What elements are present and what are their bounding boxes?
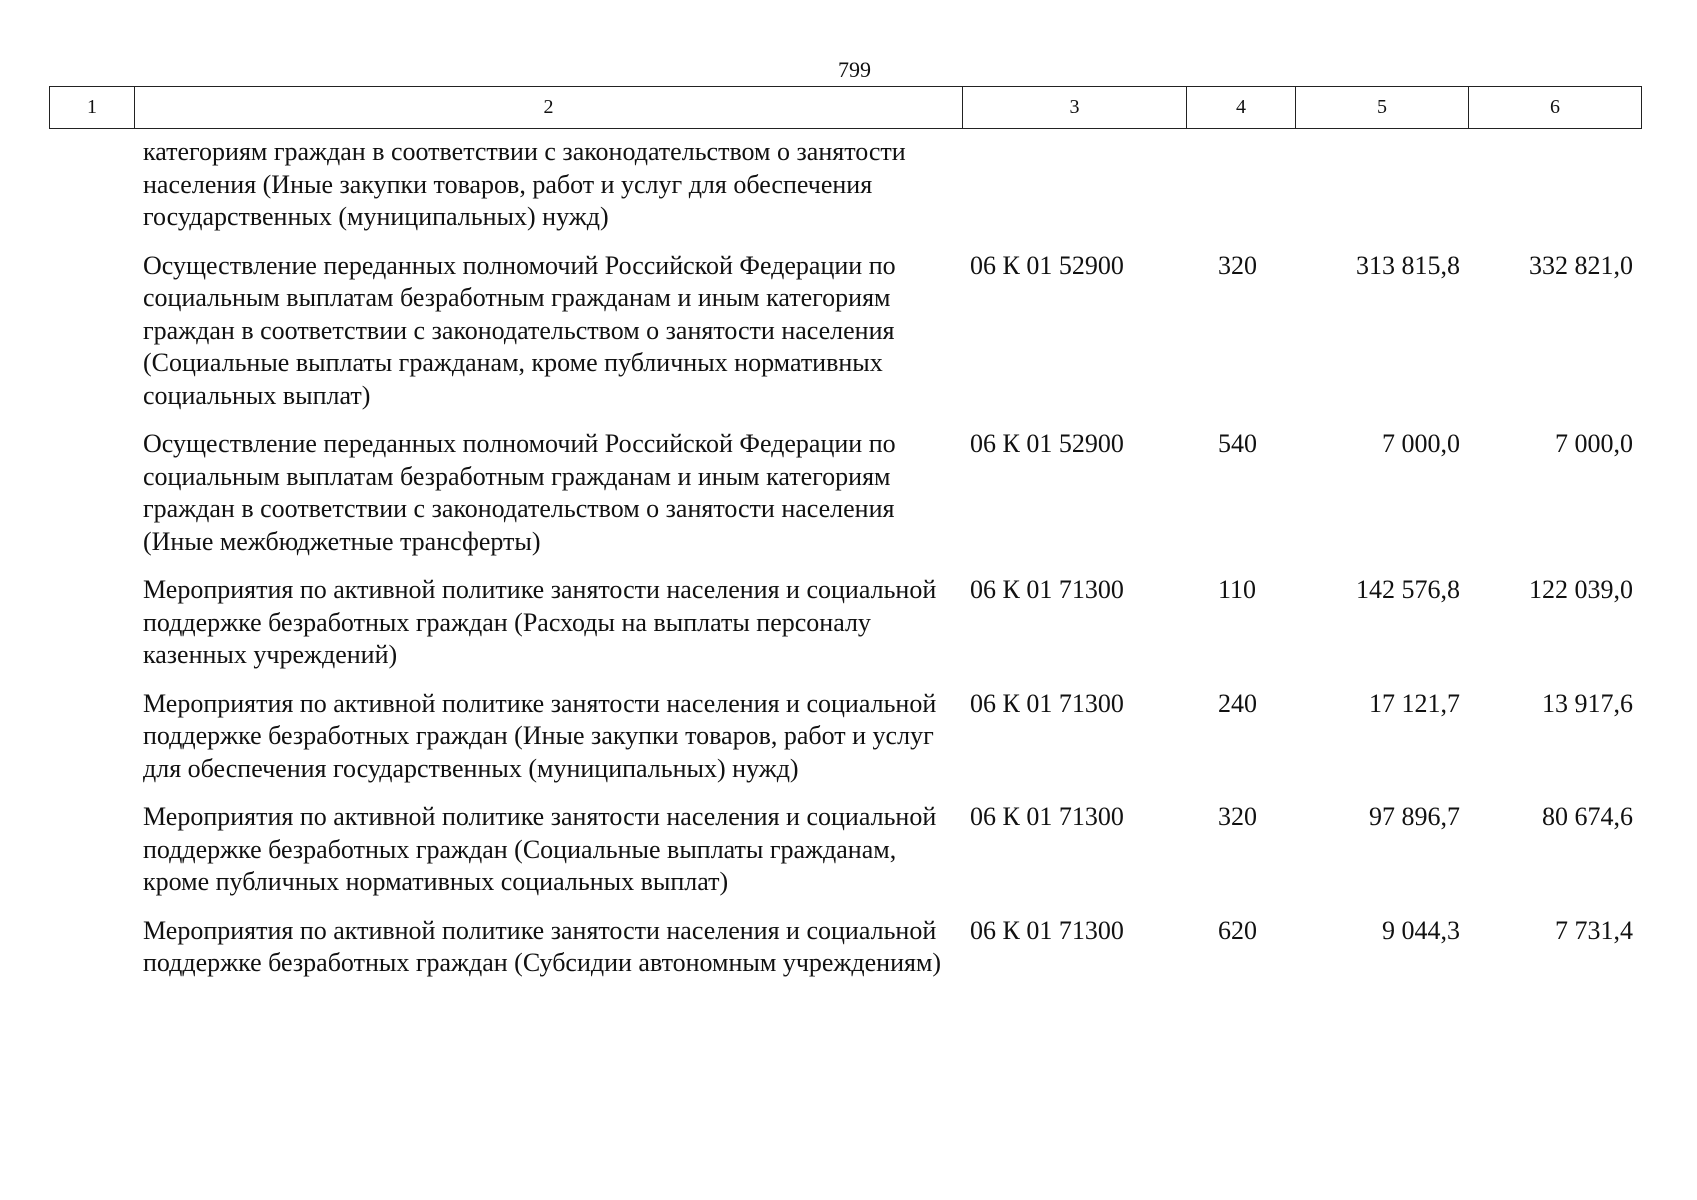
row-value-col6: 80 674,6 — [1542, 802, 1633, 831]
column-header-2: 2 — [135, 87, 963, 129]
row-value-col6: 7 731,4 — [1555, 915, 1633, 945]
row-target-code — [962, 136, 1186, 250]
row-value-col6: 7 000,0 — [1555, 429, 1633, 458]
row-expense-type: 320 — [1218, 250, 1257, 280]
row-value-col5: 9 044,3 — [1382, 915, 1460, 945]
row-expense-type: 110 — [1218, 575, 1257, 604]
row-value-col6: 122 039,0 — [1529, 575, 1633, 604]
column-header-5: 5 — [1296, 87, 1469, 129]
table-row — [49, 428, 1641, 574]
row-description: Мероприятия по активной политике занятости населения и социальной поддержке безработных граждан (Субсидии автономным учреждениям) — [143, 915, 942, 977]
row-target-code: 06 К 01 52900 — [970, 250, 1124, 280]
column-header-6: 6 — [1469, 87, 1642, 129]
row-description: Мероприятия по активной политике занятости населения и социальной поддержке безработных граждан (Расходы на выплаты персоналу казенных учреждений) — [143, 575, 937, 669]
table-row — [49, 915, 1641, 996]
table-row — [49, 250, 1641, 429]
row-description: Осуществление переданных полномочий Российской Федерации по социальным выплатам безработным гражданам и иным категориям граждан в соответствии с законодательством о занятости населения (Социальные выплаты гражданам, кроме публичных нормативных социальных выплат) — [143, 250, 896, 410]
row-expense-type — [1186, 136, 1295, 250]
row-value-col6: 13 917,6 — [1542, 688, 1633, 718]
row-value-col6 — [1468, 136, 1641, 250]
row-target-code: 06 К 01 71300 — [970, 802, 1124, 831]
row-value-col5: 7 000,0 — [1382, 429, 1460, 458]
row-description: Мероприятия по активной политике занятости населения и социальной поддержке безработных граждан (Иные закупки товаров, работ и услуг для обеспечения государственных (муниципальных) нужд) — [143, 688, 937, 783]
table-row — [49, 136, 1641, 250]
row-value-col5: 17 121,7 — [1369, 688, 1460, 718]
table-row — [49, 574, 1641, 688]
row-value-col6: 332 821,0 — [1529, 250, 1633, 280]
row-value-col5 — [1295, 136, 1468, 250]
column-header-row — [50, 87, 1642, 129]
column-header-4: 4 — [1187, 87, 1296, 129]
row-expense-type: 620 — [1218, 915, 1257, 945]
budget-table — [49, 136, 1641, 996]
row-value-col5: 313 815,8 — [1356, 250, 1460, 280]
page-number: 799 — [838, 57, 871, 82]
row-description: Мероприятия по активной политике занятости населения и социальной поддержке безработных граждан (Социальные выплаты гражданам, кроме публичных нормативных социальных выплат) — [143, 802, 937, 896]
table-row — [49, 688, 1641, 802]
row-target-code: 06 К 01 71300 — [970, 575, 1124, 604]
row-target-code: 06 К 01 52900 — [970, 429, 1124, 458]
row-target-code: 06 К 01 71300 — [970, 915, 1124, 945]
row-value-col5: 142 576,8 — [1356, 575, 1460, 604]
row-description: категориям граждан в соответствии с законодательством о занятости населения (Иные закупки товаров, работ и услуг для обеспечения государственных (муниципальных) нужд) — [143, 137, 906, 231]
row-description: Осуществление переданных полномочий Российской Федерации по социальным выплатам безработным гражданам и иным категориям граждан в соответствии с законодательством о занятости населения (Иные межбюджетные трансферты) — [143, 429, 896, 556]
row-value-col5: 97 896,7 — [1369, 802, 1460, 831]
column-header-1: 1 — [50, 87, 135, 129]
row-expense-type: 540 — [1218, 429, 1257, 458]
column-header-table — [49, 86, 1642, 129]
column-header-3: 3 — [963, 87, 1187, 129]
row-target-code: 06 К 01 71300 — [970, 688, 1124, 718]
row-expense-type: 240 — [1218, 688, 1257, 718]
table-row — [49, 801, 1641, 915]
row-expense-type: 320 — [1218, 802, 1257, 831]
